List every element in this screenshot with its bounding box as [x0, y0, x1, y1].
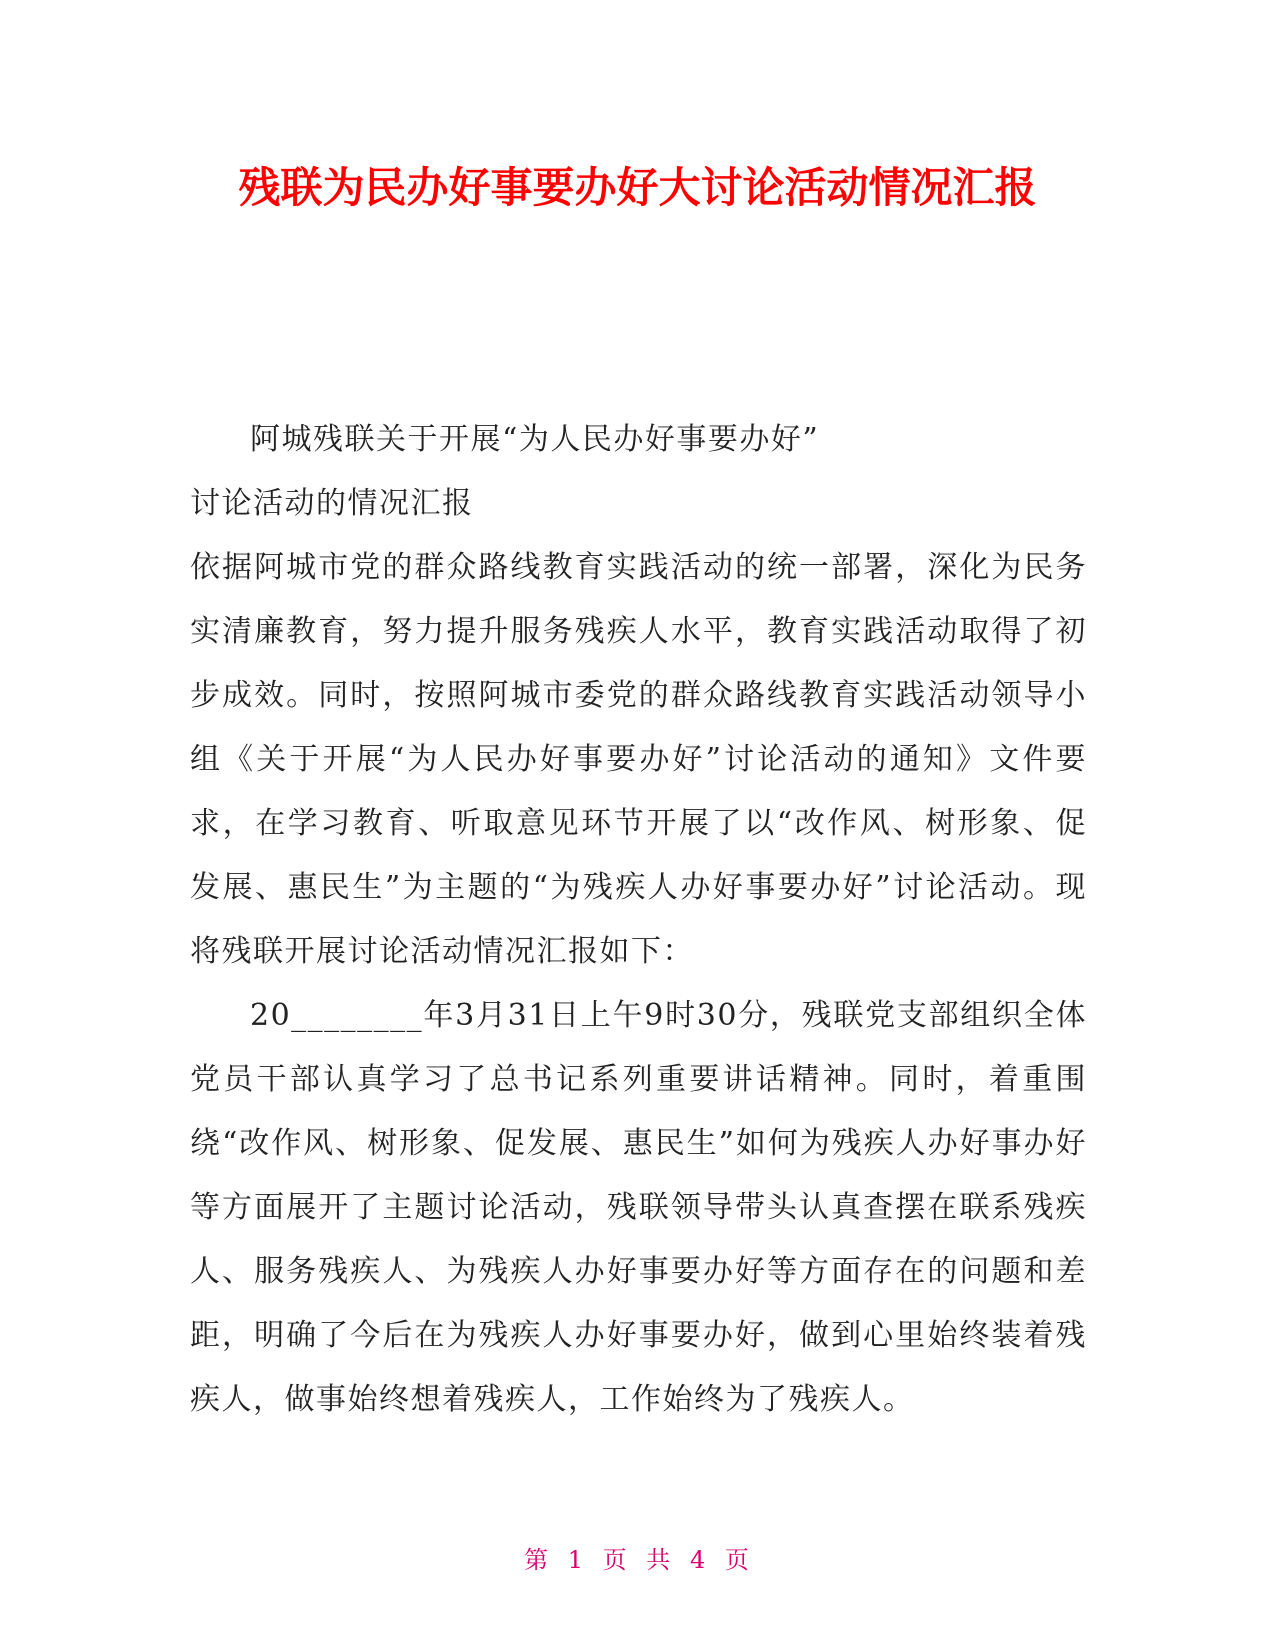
document-body: [190, 408, 1087, 1432]
page-number-footer: 第 1 页 共 4 页: [524, 1546, 751, 1574]
heading-line-1: 阿城残联关于开展“为人民办好事要办好”: [250, 422, 820, 457]
heading-line-2: 讨论活动的情况汇报: [190, 486, 474, 521]
document-title: 残联为民办好事要办好大讨论活动情况汇报: [238, 163, 1037, 212]
paragraph-1: 依据阿城市党的群众路线教育实践活动的统一部署，深化为民务实清廉教育，努力提升服务残疾人水平，教育实践活动取得了初步成效。同时，按照阿城市委党的群众路线教育实践活动领导小组《关于开展“为人民办好事要办好”讨论活动的通知》文件要求，在学习教育、听取意见环节开展了以“改作风、树形象、促发展、惠民生”为主题的“为残疾人办好事要办好”讨论活动。现将残联开展讨论活动情况汇报如下：: [190, 550, 1087, 969]
paragraph-2: 20________年3月31日上午9时30分，残联党支部组织全体党员干部认真学习了总书记系列重要讲话精神。同时，着重围绕“改作风、树形象、促发展、惠民生”如何为残疾人办好事办好等方面展开了主题讨论活动，残联领导带头认真查摆在联系残疾人、服务残疾人、为残疾人办好事要办好等方面存在的问题和差距，明确了今后在为残疾人办好事要办好，做到心里始终装着残疾人，做事始终想着残疾人，工作始终为了残疾人。: [190, 998, 1087, 1417]
